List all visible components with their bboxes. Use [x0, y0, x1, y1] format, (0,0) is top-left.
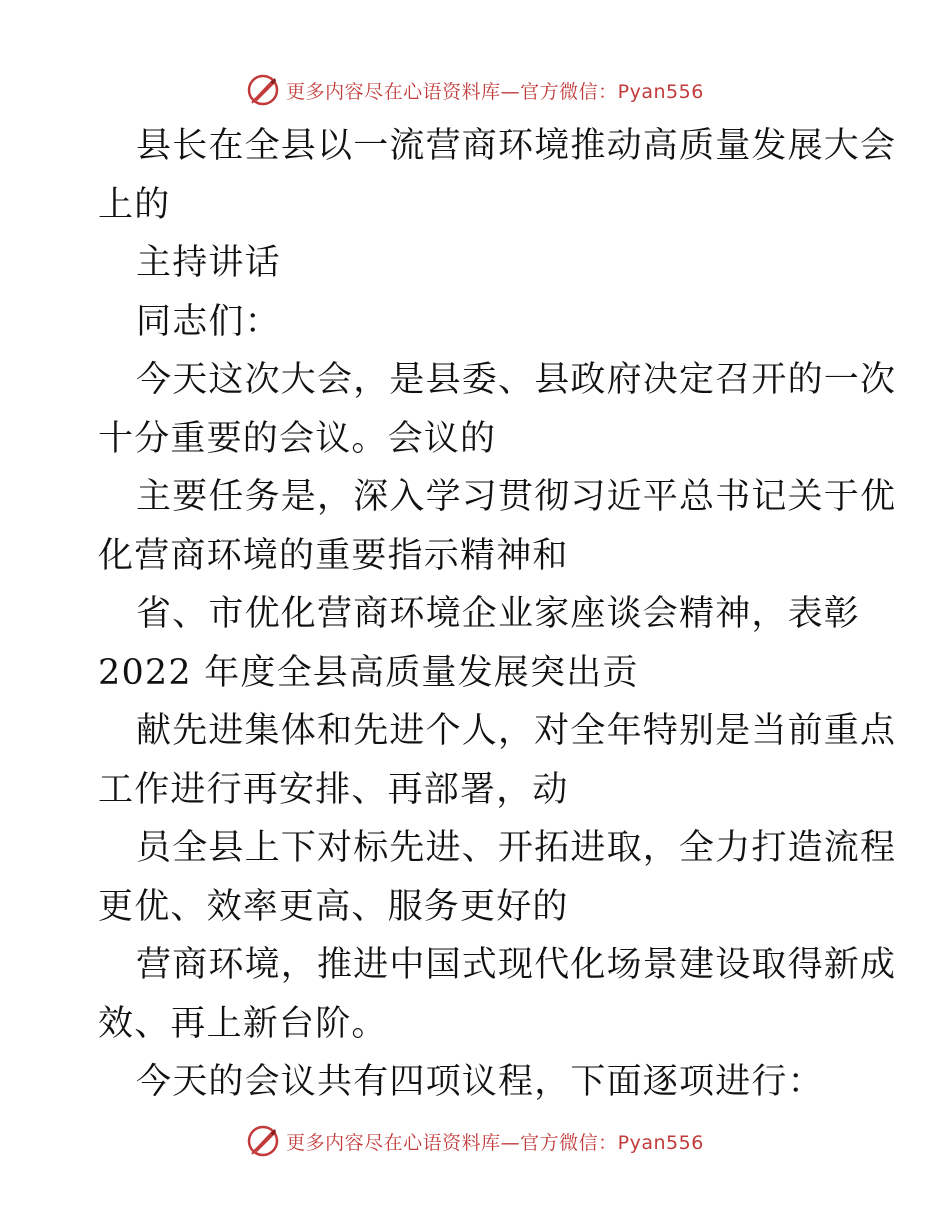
- paragraph-line: 化营商环境的重要指示精神和: [98, 535, 569, 576]
- paragraph-line: 主要任务是，深入学习贯彻习近平总书记关于优: [136, 477, 897, 517]
- salutation-line: 同志们：: [136, 301, 281, 342]
- document-body: [98, 117, 897, 1112]
- paragraph-line: 省、市优化营商环境企业家座谈会精神，表彰: [136, 594, 861, 634]
- title-line-2: 上的: [98, 184, 171, 225]
- paragraph-line: 营商环境，推进中国式现代化场景建设取得新成: [136, 945, 897, 985]
- watermark-handle: Pyan556: [617, 1131, 704, 1154]
- watermark-footer: [0, 1121, 950, 1161]
- paragraph-line: 2022 年度全县高质量发展突出贡: [98, 652, 639, 693]
- paragraph-line: 十分重要的会议。会议的: [98, 418, 497, 459]
- quill-pen-logo-icon: [246, 1124, 280, 1158]
- watermark-header: [0, 70, 950, 110]
- paragraph-line: 工作进行再安排、再部署，动: [98, 769, 569, 810]
- watermark-text: 更多内容尽在心语资料库—官方微信：Pyan556: [286, 80, 704, 103]
- paragraph-line: 今天这次大会，是县委、县政府决定召开的一次: [136, 360, 897, 400]
- paragraph-line: 今天的会议共有四项议程，下面逐项进行：: [136, 1062, 824, 1102]
- paragraph-line: 效、再上新台阶。: [98, 1003, 388, 1044]
- watermark-handle: Pyan556: [617, 80, 704, 103]
- subtitle-line: 主持讲话: [136, 243, 281, 283]
- watermark-text: 更多内容尽在心语资料库—官方微信：Pyan556: [286, 1131, 704, 1154]
- paragraph-line: 献先进集体和先进个人，对全年特别是当前重点: [136, 711, 897, 751]
- quill-pen-logo-icon: [246, 73, 280, 107]
- title-line-1: 县长在全县以一流营商环境推动高质量发展大会: [136, 126, 897, 166]
- paragraph-line: 更优、效率更高、服务更好的: [98, 886, 569, 927]
- paragraph-line: 员全县上下对标先进、开拓进取，全力打造流程: [136, 828, 897, 868]
